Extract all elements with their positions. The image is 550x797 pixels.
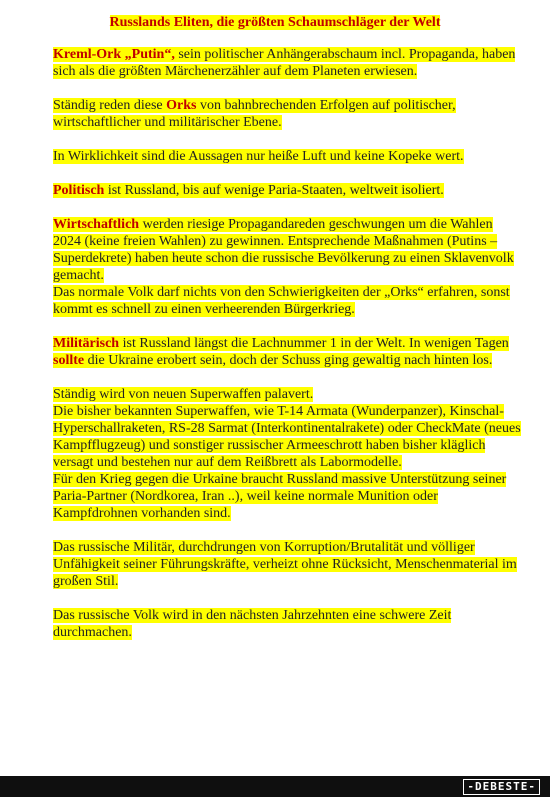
paragraph-12-text: Das russische Volk wird in den nächsten Jahrzehnten eine schwere Zeit durchmachen. — [53, 608, 452, 640]
paragraph-5-bold: Wirtschaftlich — [53, 217, 140, 232]
paragraph-4-highlight — [53, 183, 444, 198]
paragraph-7-bold: Militärisch — [53, 336, 120, 351]
paragraph-8 — [53, 386, 523, 403]
paragraph-2-before: Ständig reden diese — [53, 98, 167, 113]
paragraph-8-text: Ständig wird von neuen Superwaffen palavert. — [53, 387, 314, 402]
paragraph-2-highlight — [53, 98, 456, 130]
title-text: Russlands Eliten, die größten Schaumschläger der Welt — [109, 15, 441, 30]
paragraph-2-bold: Orks — [166, 98, 197, 113]
paragraph-1-bold: Kreml-Ork „Putin“, — [53, 47, 175, 62]
paragraph-9-text: Die bisher bekannten Superwaffen, wie T-14 Armata (Wunderpanzer), Kinschal-Hyperschallraketen, RS-28 Sarmat (Interkontinentalrakete) oder CheckMate (neues Kampfflugzeug) und sonstiger russischer Armeeschrott haben bisher kläglich versagt und bestehen nur auf dem Reißbrett als Labormodelle. — [53, 404, 521, 470]
footer-bar — [0, 776, 550, 797]
paragraph-7-highlight — [53, 336, 509, 368]
brand-logo[interactable]: -DEBESTE- — [463, 779, 540, 795]
paragraph-7-bold-2: sollte — [53, 353, 85, 368]
paragraph-2-after: von bahnbrechenden Erfolgen auf politischer, wirtschaftlicher und militärischer Ebene. — [53, 98, 456, 130]
paragraph-5-highlight — [53, 217, 514, 283]
paragraph-7-before: ist Russland längst die Lachnummer 1 in der Welt. In wenigen Tagen — [119, 336, 509, 351]
paragraph-5-text: werden riesige Propagandareden geschwungen um die Wahlen 2024 (keine freien Wahlen) zu gewinnen. Entsprechende Maßnahmen (Putins – Superdekrete) haben heute schon die russische Bevölkerung zu einen Sklavenvolk gemacht. — [53, 217, 514, 283]
paragraph-4 — [53, 182, 523, 199]
paragraph-10 — [53, 471, 523, 522]
paragraph-11 — [53, 539, 523, 590]
paragraph-1-highlight — [53, 47, 515, 79]
paragraph-7 — [53, 335, 523, 369]
paragraph-2 — [53, 97, 523, 131]
paragraph-3-text: In Wirklichkeit sind die Aussagen nur heiße Luft und keine Kopeke wert. — [53, 149, 464, 164]
paragraph-4-bold: Politisch — [53, 183, 105, 198]
paragraph-9 — [53, 403, 523, 471]
paragraph-3 — [53, 148, 523, 165]
paragraph-4-text: ist Russland, bis auf wenige Paria-Staaten, weltweit isoliert. — [104, 183, 444, 198]
paragraph-7-after: die Ukraine erobert sein, doch der Schuss ging gewaltig nach hinten los. — [84, 353, 493, 368]
paragraph-1 — [53, 46, 523, 80]
paragraph-1-text: sein politischer Anhängerabschaum incl. Propaganda, haben sich als die größten Märchenerzähler auf dem Planeten erwiesen. — [53, 47, 516, 79]
document-body — [53, 46, 523, 658]
paragraph-5 — [53, 216, 523, 284]
paragraph-6-text: Das normale Volk darf nichts von den Schwierigkeiten der „Orks“ erfahren, sonst kommt es schnell zu einen verheerenden Bürgerkrieg. — [53, 285, 510, 317]
page-title — [0, 14, 550, 31]
paragraph-12 — [53, 607, 523, 641]
paragraph-6 — [53, 284, 523, 318]
paragraph-11-text: Das russische Militär, durchdrungen von Korruption/Brutalität und völliger Unfähigkeit seiner Führungskräfte, verheizt ohne Rücksicht, Menschenmaterial im großen Stil. — [53, 540, 517, 589]
paragraph-10-text: Für den Krieg gegen die Urkaine braucht Russland massive Unterstützung seiner Paria-Partner (Nordkorea, Iran ..), weil keine normale Munition oder Kampfdrohnen vorhanden sind. — [53, 472, 507, 521]
